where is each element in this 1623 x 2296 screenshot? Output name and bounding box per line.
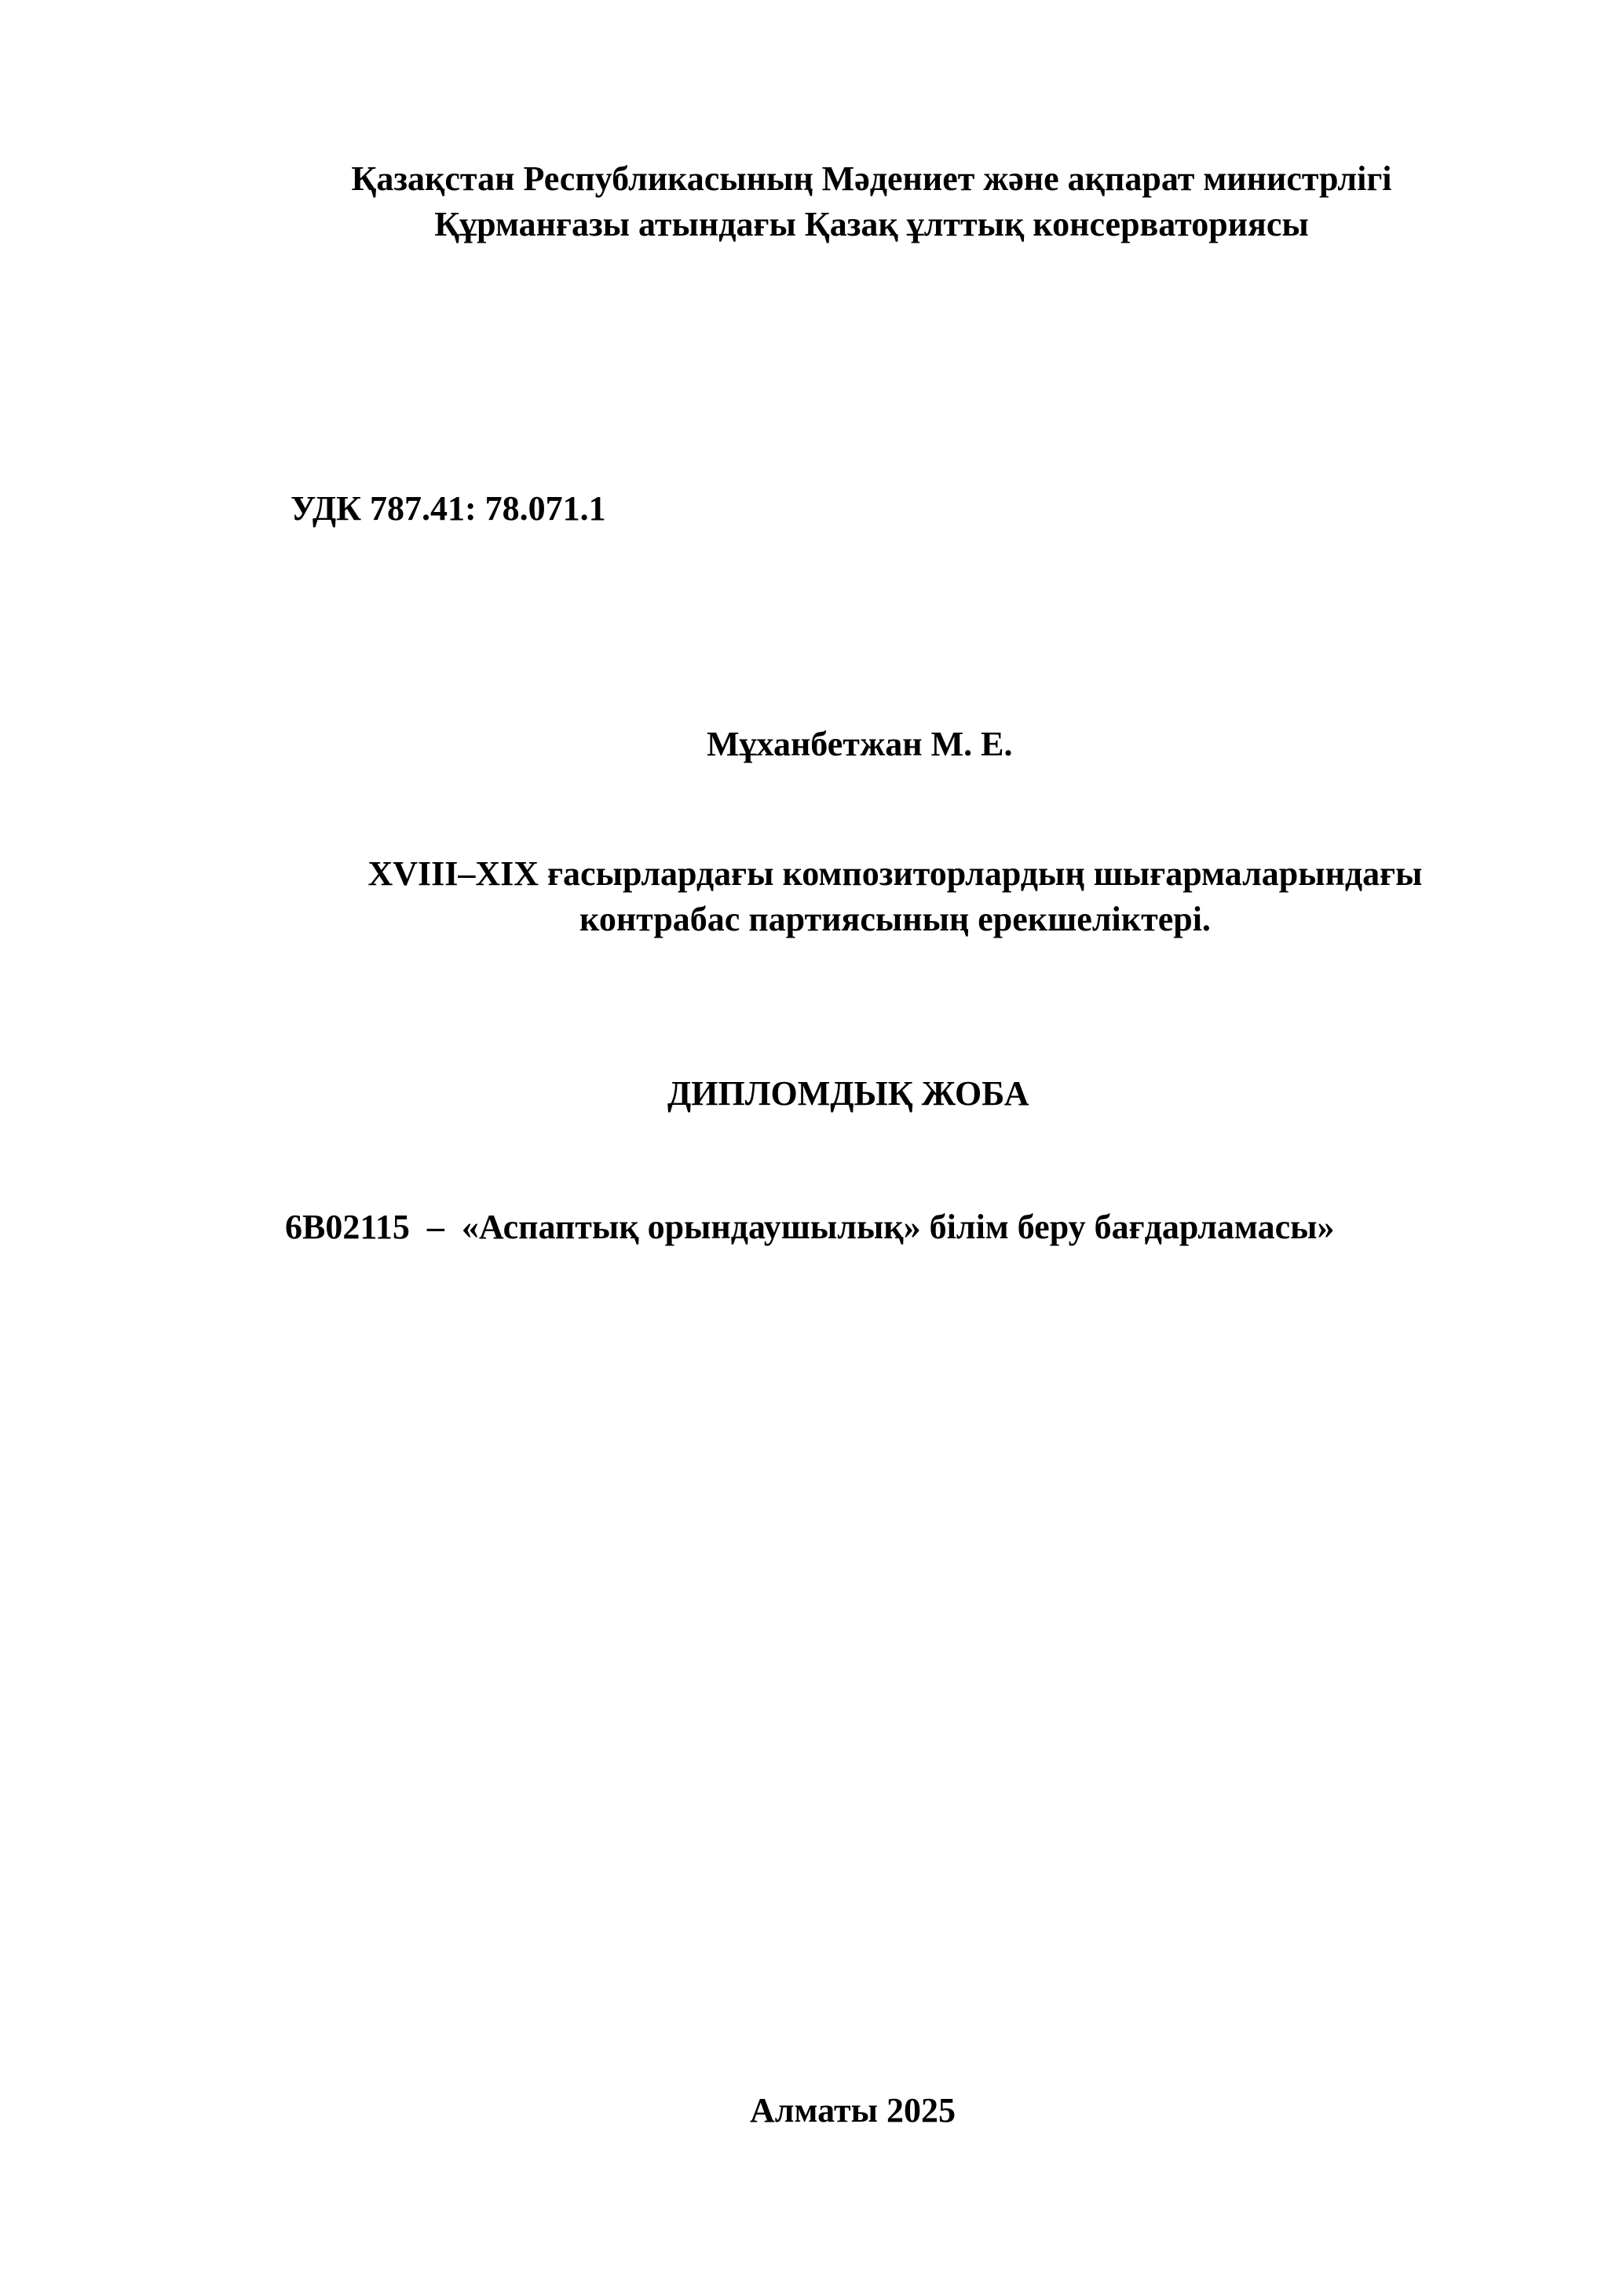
education-program: 6B02115 – «Аспаптық орындаушылық» білім беру бағдарламасы»	[285, 1208, 1335, 1246]
udc-code: УДК 787.41: 78.071.1	[291, 489, 606, 528]
thesis-title-line-2: контрабас партиясының ерекшеліктері.	[579, 900, 1211, 938]
author-name: Мұханбетжан М. Е.	[707, 725, 1013, 763]
document-type: ДИПЛОМДЫҚ ЖОБА	[667, 1074, 1029, 1113]
city-year: Алматы 2025	[750, 2091, 956, 2130]
ministry-heading: Қазақстан Республикасының Мәдениет және ақпарат министрлігі	[351, 159, 1392, 198]
conservatory-heading: Құрманғазы атындағы Қазақ ұлттық консерваториясы	[434, 205, 1309, 243]
thesis-title-line-1: XVIII–XIX ғасырлардағы композиторлардың шығармаларындағы	[367, 854, 1423, 893]
